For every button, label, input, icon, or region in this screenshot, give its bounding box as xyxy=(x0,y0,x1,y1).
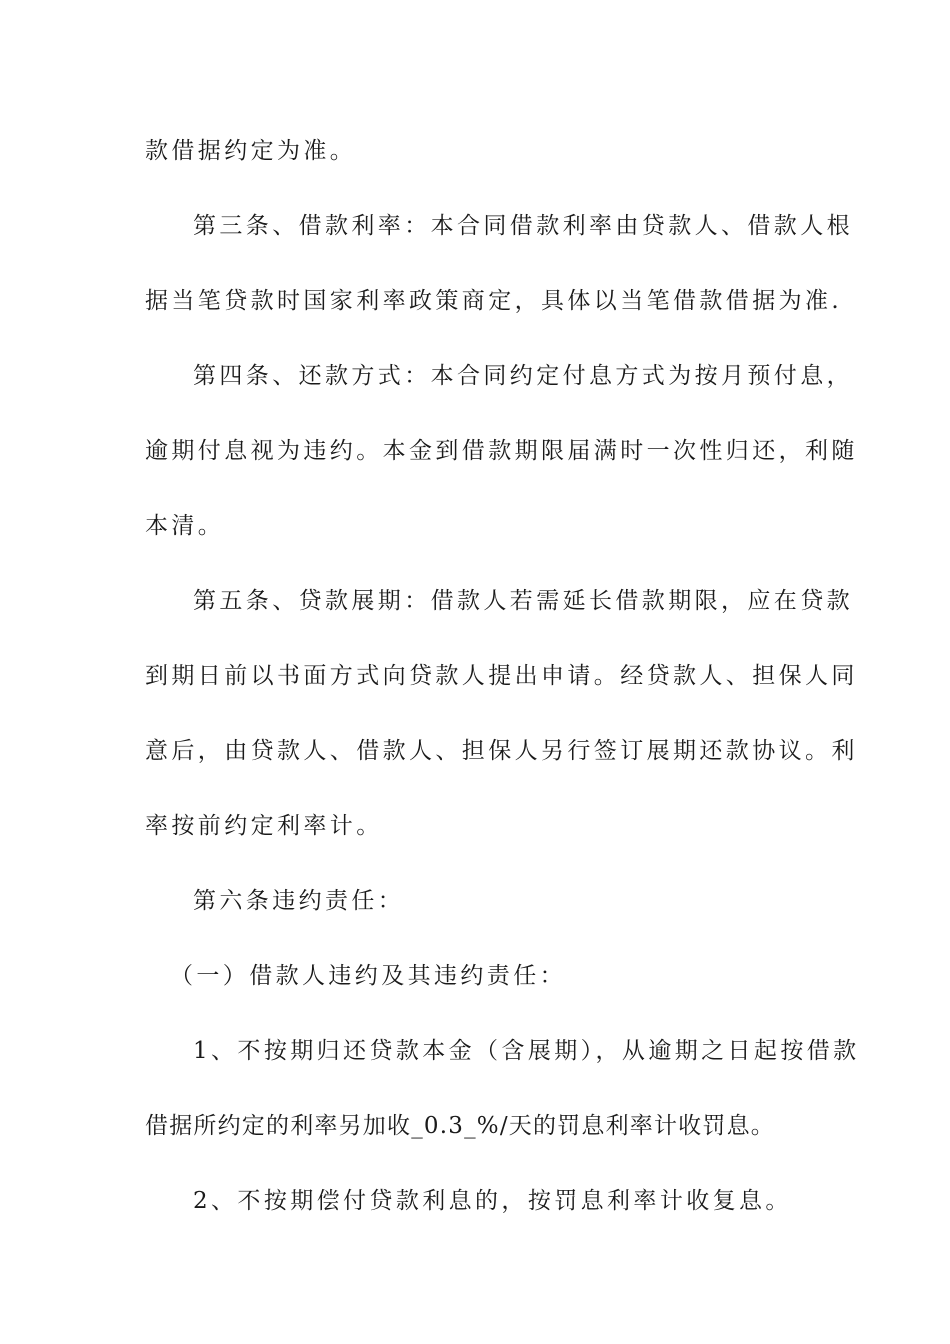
article-5-line-1: 第五条、贷款展期：借款人若需延长借款期限，应在贷款 xyxy=(193,588,853,614)
clause-2-line-1: 2、不按期偿付贷款利息的，按罚息利率计收复息。 xyxy=(193,1188,792,1214)
article-4-line-3: 本清。 xyxy=(145,513,225,539)
article-3-line-1: 第三条、借款利率：本合同借款利率由贷款人、借款人根 xyxy=(193,213,853,239)
article-6-heading: 第六条违约责任： xyxy=(193,888,405,914)
article-4-line-2: 逾期付息视为违约。本金到借款期限届满时一次性归还，利随 xyxy=(145,438,858,464)
clause-1-line-2: 借据所约定的利率另加收_0.3_%/天的罚息利率计收罚息。 xyxy=(145,1113,775,1139)
clause-1-line-1: 1、不按期归还贷款本金（含展期），从逾期之日起按借款 xyxy=(193,1038,860,1064)
article-4-line-1: 第四条、还款方式：本合同约定付息方式为按月预付息， xyxy=(193,363,853,389)
article-5-line-2: 到期日前以书面方式向贷款人提出申请。经贷款人、担保人同 xyxy=(145,663,858,689)
section-1-heading: （一）借款人违约及其违约责任： xyxy=(170,963,566,989)
article-5-line-3: 意后，由贷款人、借款人、担保人另行签订展期还款协议。利 xyxy=(145,738,858,764)
article-3-line-2: 据当笔贷款时国家利率政策商定，具体以当笔借款借据为准. xyxy=(145,288,843,314)
article-5-line-4: 率按前约定利率计。 xyxy=(145,813,383,839)
text-line-1: 款借据约定为准。 xyxy=(145,138,357,164)
